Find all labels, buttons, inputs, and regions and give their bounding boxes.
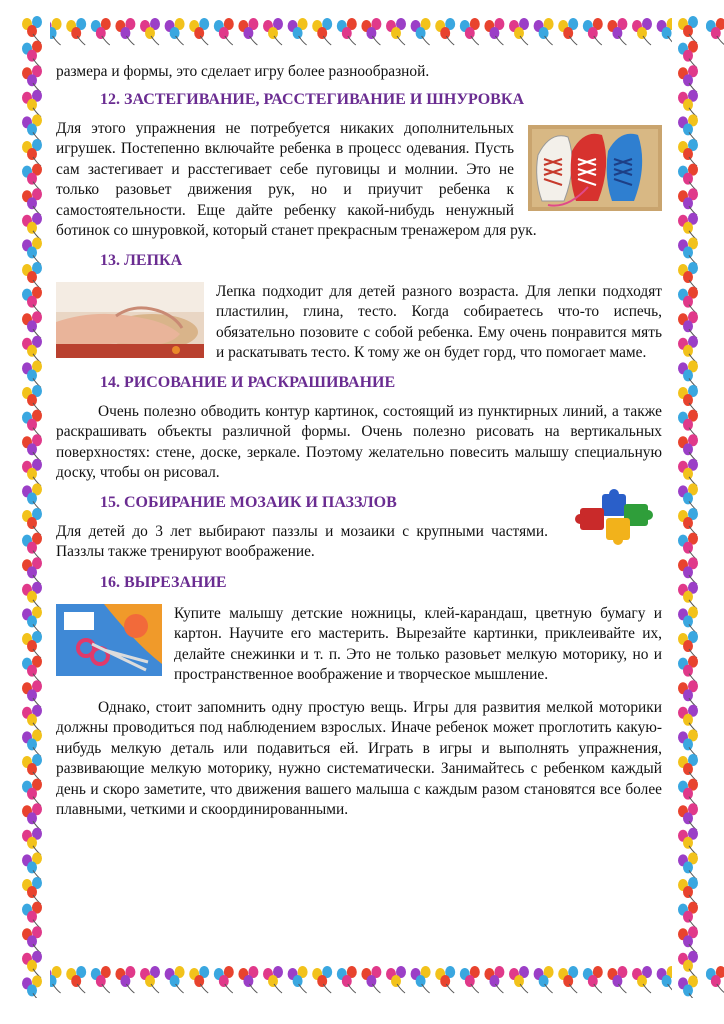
balloon-icon xyxy=(678,410,698,437)
section-16-text: Купите малышу детские ножницы, клей-карандаш, цветную бумагу и картон. Научите его мастерить. Вырезайте картинки, приклеивайте их, делайте снежинки и т. п. Это не только разовьет мелкую моторику, но и пространственное воображение и творческое мышление. xyxy=(174,604,662,683)
balloon-icon xyxy=(22,262,42,289)
section-16-heading: 16. ВЫРЕЗАНИЕ xyxy=(100,573,227,591)
balloon-icon xyxy=(312,966,332,993)
balloon-icon xyxy=(22,975,42,998)
balloon-icon xyxy=(22,557,42,584)
balloon-icon xyxy=(66,966,86,993)
balloon-icon xyxy=(678,557,698,584)
balloon-icon xyxy=(22,902,42,929)
balloon-icon xyxy=(678,311,698,338)
balloon-icon xyxy=(678,360,698,387)
balloon-icon xyxy=(22,434,42,461)
balloon-icon xyxy=(678,754,698,781)
balloon-icon xyxy=(678,188,698,215)
balloon-icon xyxy=(435,966,455,993)
balloon-icon xyxy=(337,966,357,993)
balloon-icon xyxy=(22,483,42,510)
balloon-icon xyxy=(22,385,42,412)
balloon-icon xyxy=(706,966,724,993)
balloon-icon xyxy=(22,90,42,117)
balloon-icon xyxy=(678,606,698,633)
balloon-icon xyxy=(22,656,42,683)
balloon-border-left xyxy=(16,14,50,998)
balloon-icon xyxy=(189,18,209,45)
balloon-icon xyxy=(509,18,529,45)
balloon-icon xyxy=(22,16,42,43)
balloon-icon xyxy=(91,18,111,45)
balloon-icon xyxy=(22,336,42,363)
balloon-icon xyxy=(22,779,42,806)
lacing-board-image xyxy=(528,125,662,211)
balloon-icon xyxy=(678,41,698,68)
balloon-icon xyxy=(66,18,86,45)
balloon-icon xyxy=(115,18,135,45)
balloon-icon xyxy=(165,966,185,993)
balloon-icon xyxy=(678,729,698,756)
balloon-icon xyxy=(509,966,529,993)
balloon-icon xyxy=(435,18,455,45)
balloon-icon xyxy=(22,877,42,904)
balloon-icon xyxy=(678,65,698,92)
puzzle-pieces-image xyxy=(562,488,662,558)
section-14-text: Очень полезно обводить контур картинок, состоящий из пунктирных линий, а также раскрашивать объекты различной формы. Очень полезно рисовать на вертикальных поверхностях: стене, доске, зеркале. Поэтому желательно повесить малышу специальную доску, чтобы он рисовал. xyxy=(56,402,662,481)
balloon-icon xyxy=(678,237,698,264)
scissors-crafts-image xyxy=(56,604,162,676)
balloon-icon xyxy=(678,680,698,707)
balloon-icon xyxy=(386,966,406,993)
balloon-icon xyxy=(678,803,698,830)
balloon-icon xyxy=(678,287,698,314)
balloon-icon xyxy=(678,90,698,117)
balloon-icon xyxy=(22,311,42,338)
page-content xyxy=(56,62,662,821)
balloon-icon xyxy=(632,18,652,45)
balloon-icon xyxy=(22,287,42,314)
section-13-heading: 13. ЛЕПКА xyxy=(100,251,183,269)
dough-hands-image xyxy=(56,282,204,358)
balloon-icon xyxy=(678,631,698,658)
balloon-icon xyxy=(22,729,42,756)
balloon-icon xyxy=(411,966,431,993)
balloon-icon xyxy=(583,18,603,45)
balloon-icon xyxy=(22,754,42,781)
balloon-icon xyxy=(337,18,357,45)
balloon-icon xyxy=(22,508,42,535)
balloon-icon xyxy=(288,966,308,993)
balloon-icon xyxy=(214,18,234,45)
balloon-icon xyxy=(22,139,42,166)
balloon-icon xyxy=(263,966,283,993)
balloon-icon xyxy=(22,582,42,609)
balloon-icon xyxy=(22,680,42,707)
balloon-icon xyxy=(678,828,698,855)
balloon-icon xyxy=(22,360,42,387)
balloon-icon xyxy=(678,852,698,879)
balloon-icon xyxy=(534,18,554,45)
balloon-icon xyxy=(678,114,698,141)
balloon-icon xyxy=(678,262,698,289)
balloon-icon xyxy=(22,188,42,215)
balloon-icon xyxy=(238,966,258,993)
section-12-text: Для этого упражнения не потребуется никаких дополнительных игрушек. Постепенно включайте ребенка в процесс одевания. Пусть сам застегивает и расстегивает себе пуговицы и молнии. Это не только разовьет движения рук, но и приучит ребенка к самостоятельности. Еще дайте ребенку какой-нибудь ненужный ботинок со шнуровкой, который станет прекрасным тренажером для рук. xyxy=(56,119,537,239)
balloon-icon xyxy=(22,237,42,264)
section-14-heading: 14. РИСОВАНИЕ И РАСКРАШИВАНИЕ xyxy=(100,373,396,391)
balloon-icon xyxy=(706,18,724,45)
balloon-icon xyxy=(460,966,480,993)
balloon-icon xyxy=(558,18,578,45)
balloon-icon xyxy=(607,966,627,993)
balloon-icon xyxy=(678,582,698,609)
balloon-icon xyxy=(534,966,554,993)
balloon-icon xyxy=(214,966,234,993)
balloon-icon xyxy=(22,41,42,68)
balloon-icon xyxy=(678,951,698,978)
balloon-icon xyxy=(22,114,42,141)
balloon-icon xyxy=(678,385,698,412)
balloon-icon xyxy=(165,18,185,45)
balloon-icon xyxy=(22,410,42,437)
balloon-icon xyxy=(411,18,431,45)
balloon-icon xyxy=(312,18,332,45)
balloon-icon xyxy=(460,18,480,45)
balloon-icon xyxy=(583,966,603,993)
balloon-icon xyxy=(484,18,504,45)
balloon-icon xyxy=(140,18,160,45)
balloon-icon xyxy=(632,966,652,993)
balloon-icon xyxy=(22,606,42,633)
balloon-icon xyxy=(361,966,381,993)
balloon-icon xyxy=(678,779,698,806)
balloon-icon xyxy=(115,966,135,993)
balloon-icon xyxy=(678,164,698,191)
balloon-icon xyxy=(22,705,42,732)
balloon-icon xyxy=(558,966,578,993)
balloon-icon xyxy=(22,951,42,978)
balloon-icon xyxy=(22,65,42,92)
balloon-icon xyxy=(678,434,698,461)
section-15-heading: 15. СОБИРАНИЕ МОЗАИК И ПАЗЗЛОВ xyxy=(100,493,397,511)
balloon-icon xyxy=(288,18,308,45)
balloon-icon xyxy=(263,18,283,45)
balloon-icon xyxy=(678,902,698,929)
conclusion-paragraph: Однако, стоит запомнить одну простую вещь. Игры для развития мелкой моторики должны проводиться под наблюдением взрослых. Иначе ребенок может проглотить какую-нибудь мелкую деталь или подавиться ей. Играть в игры и выполнять упражнения, развивающие мелкую моторику, нужно систематически. Занимайтесь с ребенком каждый день и скоро заметите, что движения вашего малыша с каждым разом становятся все более плавными, четкими и скоординированными. xyxy=(56,698,662,818)
balloon-icon xyxy=(607,18,627,45)
balloon-icon xyxy=(22,631,42,658)
intro-paragraph: размера и формы, это сделает игру более разнообразной. xyxy=(56,63,430,80)
balloon-icon xyxy=(91,966,111,993)
balloon-icon xyxy=(22,533,42,560)
balloon-icon xyxy=(678,975,698,998)
balloon-border-right xyxy=(672,14,706,998)
balloon-icon xyxy=(678,926,698,953)
balloon-icon xyxy=(678,459,698,486)
section-15-text: Для детей до 3 лет выбирают паззлы и мозаики с крупными частями. Паззлы также тренируют воображение. xyxy=(56,522,548,560)
balloon-icon xyxy=(678,213,698,240)
balloon-icon xyxy=(678,336,698,363)
balloon-icon xyxy=(189,966,209,993)
balloon-icon xyxy=(678,705,698,732)
balloon-icon xyxy=(678,656,698,683)
balloon-icon xyxy=(678,483,698,510)
balloon-icon xyxy=(22,828,42,855)
balloon-icon xyxy=(678,533,698,560)
balloon-icon xyxy=(678,16,698,43)
balloon-icon xyxy=(22,213,42,240)
balloon-icon xyxy=(678,508,698,535)
balloon-icon xyxy=(678,877,698,904)
balloon-icon xyxy=(361,18,381,45)
balloon-icon xyxy=(140,966,160,993)
balloon-border-top xyxy=(0,14,724,50)
balloon-icon xyxy=(22,459,42,486)
balloon-icon xyxy=(386,18,406,45)
balloon-border-bottom xyxy=(0,962,724,998)
balloon-icon xyxy=(484,966,504,993)
section-13-text: Лепка подходит для детей разного возраста. Для лепки подходят пластилин, глина, тесто. Когда собираетесь что-то испечь, обязательно позовите с собой ребенка. Ему очень понравится мять и раскатывать тесто. К тому же он будет горд, что помогает маме. xyxy=(216,282,662,361)
balloon-icon xyxy=(22,852,42,879)
balloon-icon xyxy=(22,164,42,191)
balloon-icon xyxy=(238,18,258,45)
balloon-icon xyxy=(22,803,42,830)
section-12-heading: 12. ЗАСТЕГИВАНИЕ, РАССТЕГИВАНИЕ И ШНУРОВКА xyxy=(100,90,525,108)
balloon-icon xyxy=(22,926,42,953)
balloon-icon xyxy=(678,139,698,166)
